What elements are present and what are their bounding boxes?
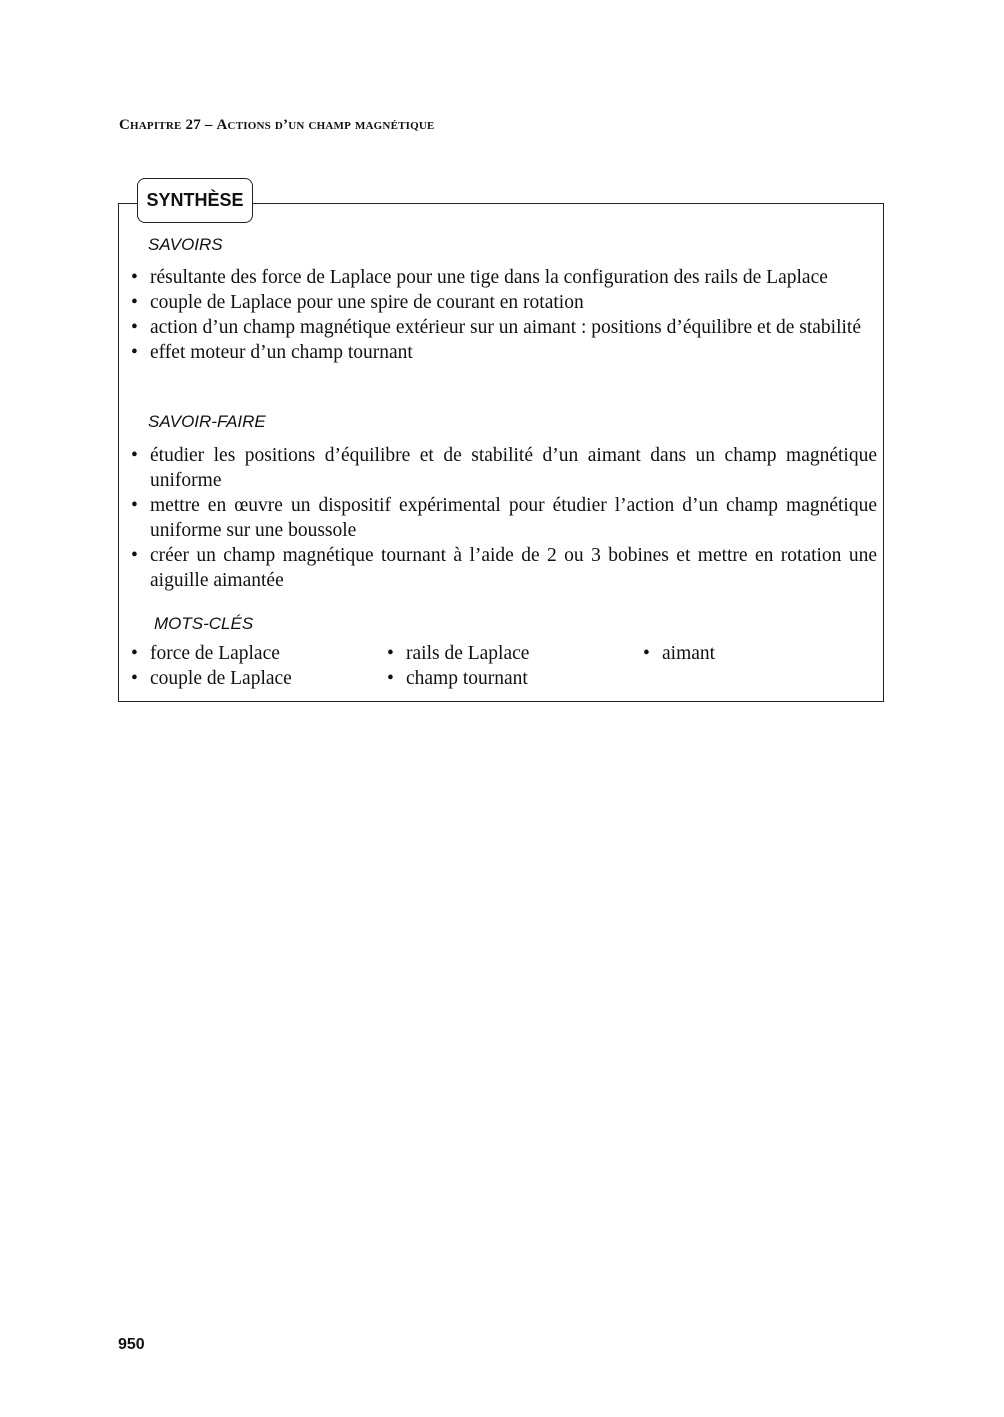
- running-head: [119, 117, 435, 134]
- list-item-text: mettre en œuvre un dispositif expérimental pour étudier l’action d’un champ magnétique uniforme sur une boussole: [150, 495, 877, 541]
- chapter-title: Actions d’un champ magnétique: [216, 117, 435, 133]
- list-item: [131, 315, 877, 340]
- list-item: [131, 265, 877, 290]
- bullet-icon: •: [131, 317, 138, 338]
- list-item: [131, 493, 877, 543]
- keyword-item: [643, 641, 715, 666]
- savoir-faire-list: [131, 443, 877, 593]
- bullet-icon: •: [131, 643, 138, 664]
- keyword-text: rails de Laplace: [406, 643, 530, 664]
- bullet-icon: •: [131, 545, 138, 566]
- savoir-faire-title: SAVOIR-FAIRE: [148, 412, 266, 431]
- bullet-icon: •: [131, 495, 138, 516]
- list-item: [131, 290, 877, 315]
- keyword-text: aimant: [662, 643, 716, 664]
- keyword-text: champ tournant: [406, 668, 528, 689]
- list-item-text: créer un champ magnétique tournant à l’aide de 2 ou 3 bobines et mettre en rotation une aiguille aimantée: [150, 545, 877, 591]
- bullet-icon: •: [131, 668, 138, 689]
- chapter-separator: –: [204, 117, 213, 133]
- list-item: [131, 443, 877, 493]
- savoirs-list: [131, 265, 877, 365]
- list-item-text: étudier les positions d’équilibre et de stabilité d’un aimant dans un champ magnétique uniforme: [150, 445, 877, 491]
- keyword-item: [387, 666, 528, 691]
- bullet-icon: •: [387, 668, 394, 689]
- keyword-text: force de Laplace: [150, 643, 280, 664]
- bullet-icon: •: [131, 342, 138, 363]
- synthese-tab: SYNTHÈSE: [137, 178, 253, 223]
- list-item-text: action d’un champ magnétique extérieur sur un aimant : positions d’équilibre et de stabilité: [150, 317, 862, 338]
- page-number: 950: [118, 1336, 145, 1353]
- mots-cles-title: MOTS-CLÉS: [154, 614, 254, 633]
- bullet-icon: •: [387, 643, 394, 664]
- mots-cles-list: [131, 641, 871, 691]
- keyword-item: [131, 666, 292, 691]
- bullet-icon: •: [643, 643, 650, 664]
- list-item: [131, 340, 877, 365]
- keyword-item: [131, 641, 280, 666]
- savoirs-title: SAVOIRS: [148, 235, 223, 254]
- list-item-text: couple de Laplace pour une spire de courant en rotation: [150, 292, 584, 313]
- keyword-item: [387, 641, 529, 666]
- bullet-icon: •: [131, 445, 138, 466]
- list-item-text: résultante des force de Laplace pour une tige dans la configuration des rails de Laplace: [150, 267, 828, 288]
- keyword-text: couple de Laplace: [150, 668, 292, 689]
- list-item-text: effet moteur d’un champ tournant: [150, 342, 413, 363]
- bullet-icon: •: [131, 292, 138, 313]
- list-item: [131, 543, 877, 593]
- bullet-icon: •: [131, 267, 138, 288]
- chapter-label: Chapitre 27: [119, 117, 201, 133]
